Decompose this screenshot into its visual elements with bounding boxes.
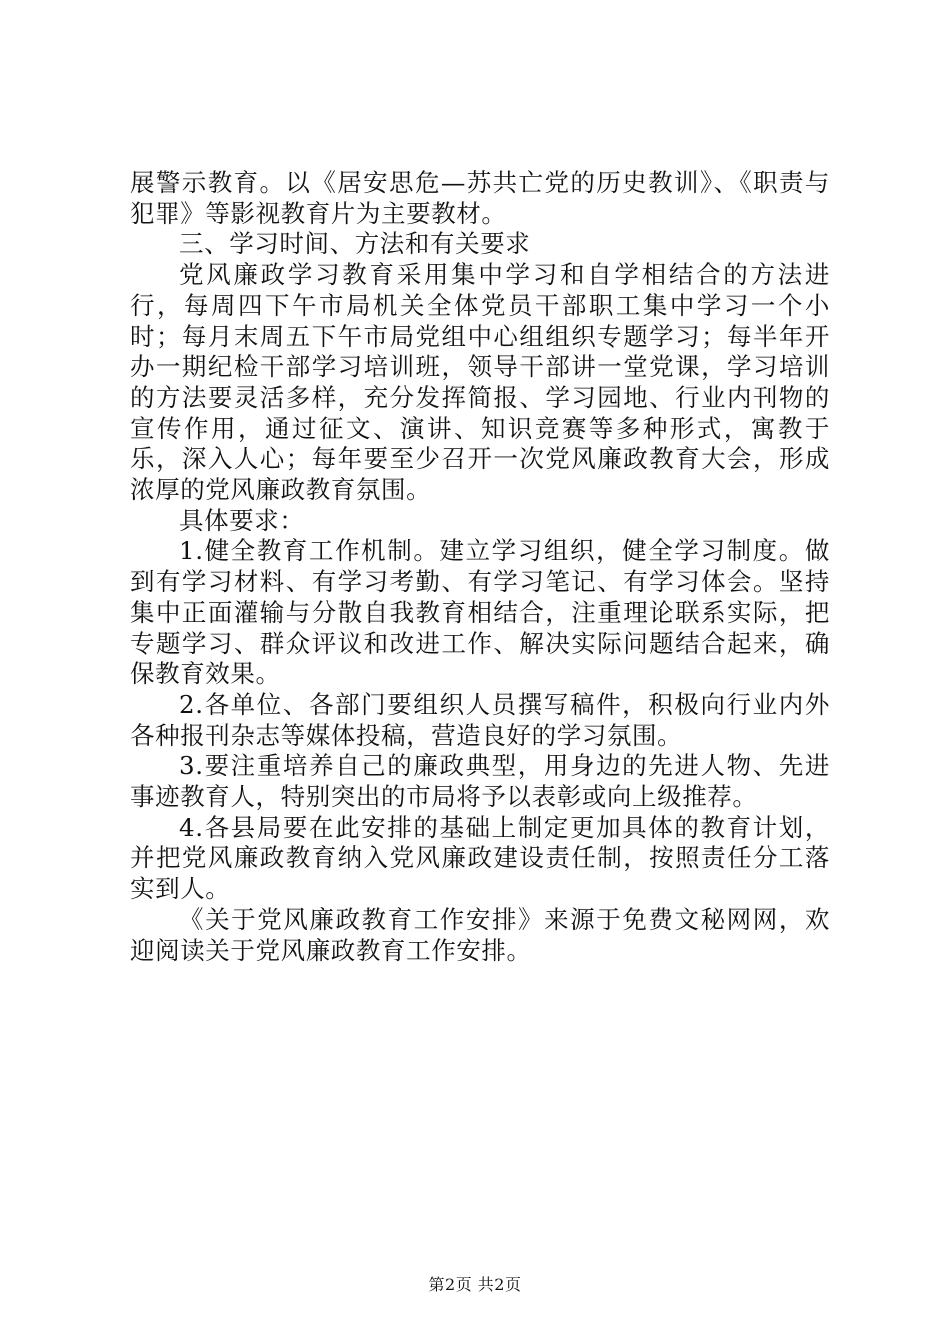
requirement-item-2: 2.各单位、各部门要组织人员撰写稿件，积极向行业内外各种报刊杂志等媒体投稿，营造良好的学习氛围。 xyxy=(130,689,830,750)
requirement-item-4: 4.各县局要在此安排的基础上制定更加具体的教育计划，并把党风廉政教育纳入党风廉政建设责任制，按照责任分工落实到人。 xyxy=(130,812,830,904)
source-note: 《关于党风廉政教育工作安排》来源于免费文秘网网，欢迎阅读关于党风廉政教育工作安排。 xyxy=(130,904,830,965)
document-body xyxy=(130,168,830,966)
page-number-footer: 第2页 共2页 xyxy=(428,1275,522,1294)
section-heading: 三、学习时间、方法和有关要求 xyxy=(179,229,531,259)
paragraph-study-method: 党风廉政学习教育采用集中学习和自学相结合的方法进行，每周四下午市局机关全体党员干部职工集中学习一个小时；每月末周五下午市局党组中心组组织专题学习；每半年开办一期纪检干部学习培训班，领导干部讲一堂党课，学习培训的方法要灵活多样，充分发挥简报、学习园地、行业内刊物的宣传作用，通过征文、演讲、知识竞赛等多种形式，寓教于乐，深入人心；每年要至少召开一次党风廉政教育大会，形成浓厚的党风廉政教育氛围。 xyxy=(130,260,830,505)
requirements-heading: 具体要求： xyxy=(179,505,305,535)
requirement-item-3: 3.要注重培养自己的廉政典型，用身边的先进人物、先进事迹教育人，特别突出的市局将予以表彰或向上级推荐。 xyxy=(130,751,830,812)
paragraph-continuation: 展警示教育。以《居安思危—苏共亡党的历史教训》、《职责与犯罪》等影视教育片为主要教材。 xyxy=(130,168,830,228)
requirement-item-1: 1.健全教育工作机制。建立学习组织，健全学习制度。做到有学习材料、有学习考勤、有学习笔记、有学习体会。坚持集中正面灌输与分散自我教育相结合，注重理论联系实际，把专题学习、群众评议和改进工作、解决实际问题结合起来，确保教育效果。 xyxy=(130,536,830,689)
